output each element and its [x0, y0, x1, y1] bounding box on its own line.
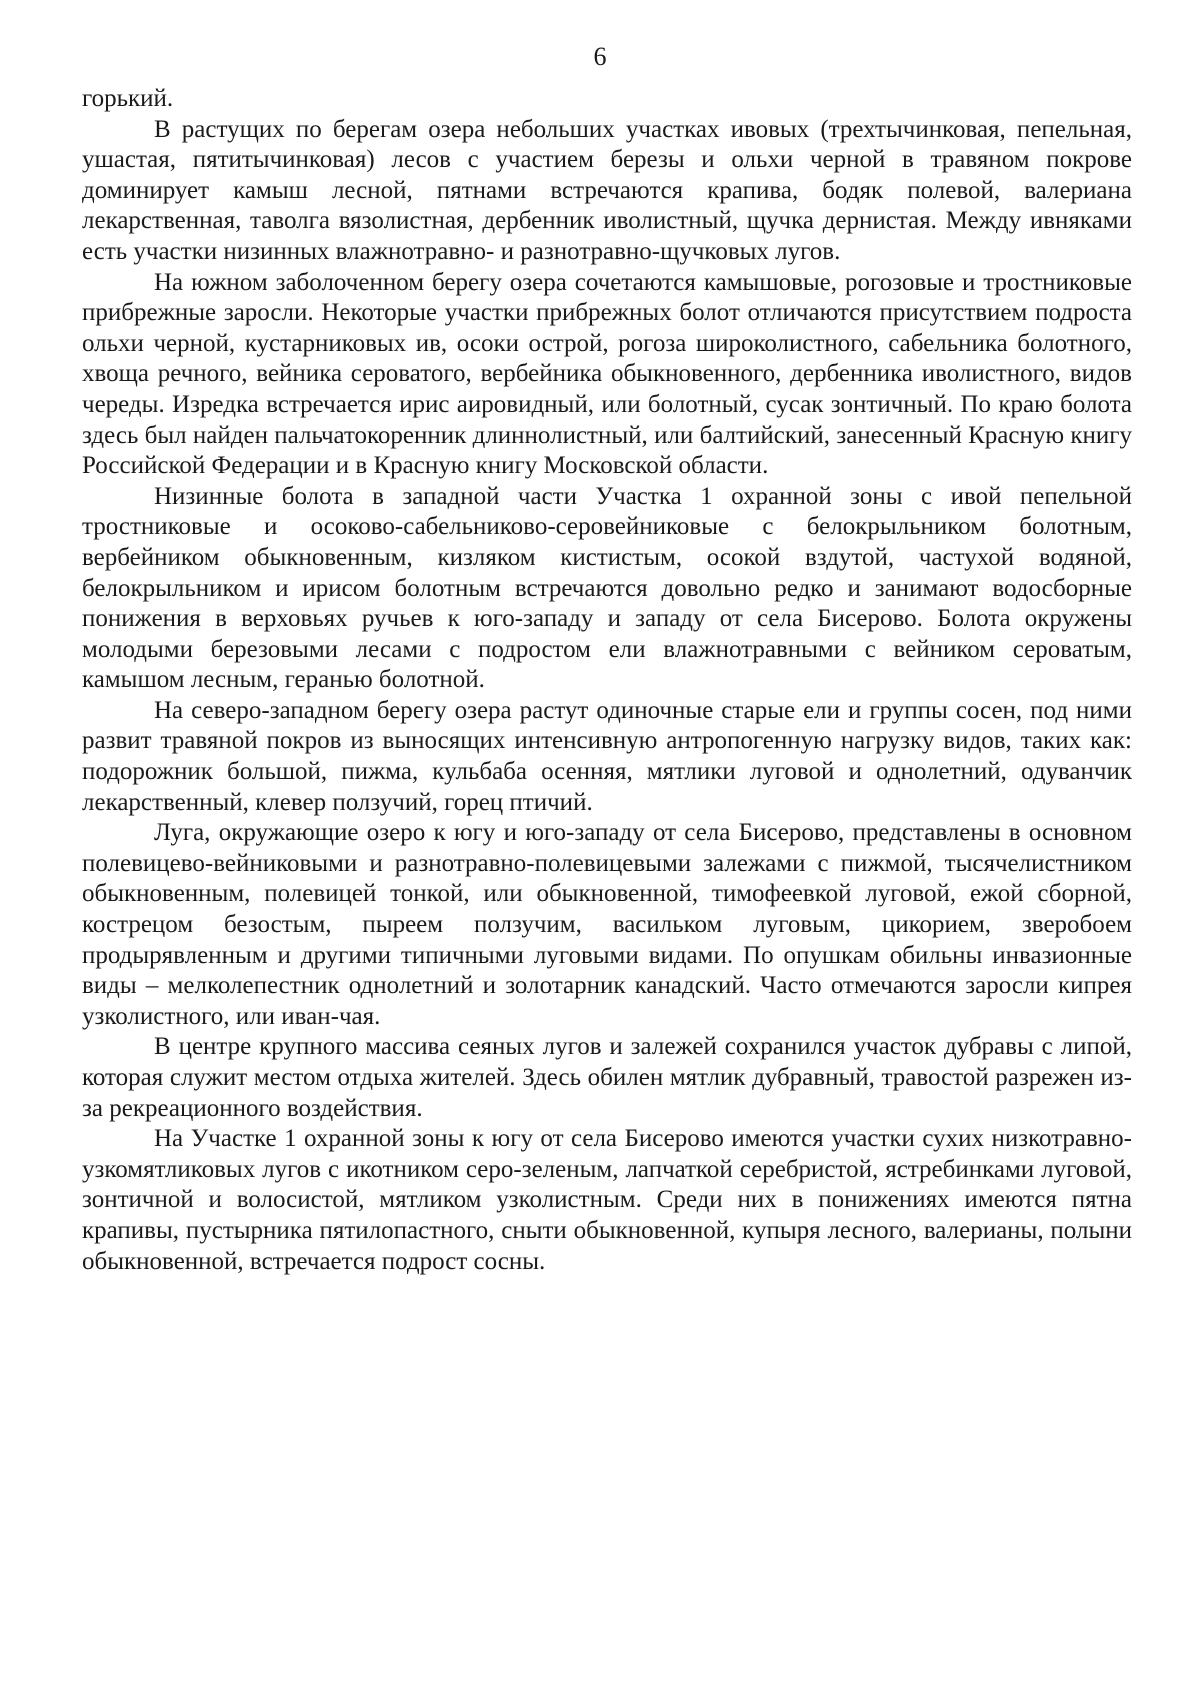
paragraph-meadows: Луга, окружающие озеро к югу и юго-западу от села Бисерово, представлены в основном полевицево-вейниковыми и разнотравно-полевицевыми залежами с пижмой, тысячелистником обыкновенным, полевицей тонкой, или обыкновенной, тимофеевкой луговой, ежой сборной, кострецом безостым, пыреем ползучим, васильком луговым, цикорием, зверобоем продырявленным и другими типичными луговыми видами. По опушкам обильны инвазионные виды – мелколепестник однолетний и золотарник канадский. Часто отмечаются заросли кипрея узколистного, или иван-чая.: [82, 819, 1132, 1030]
paragraph-continuation: горький.: [82, 85, 174, 112]
document-body: [82, 84, 1132, 1277]
paragraph-lowland-bogs: Низинные болота в западной части Участка 1 охранной зоны с ивой пепельной тростниковые и осоково-сабельниково-серовейниковые с белокрыльником болотным, вербейником обыкновенным, кизляком кистистым, осокой вздутой, частухой водяной, белокрыльником и ирисом болотным встречаются довольно редко и занимают водосборные понижения в верховьях ручьев к юго-западу и западу от села Бисерово. Болота окружены молодыми березовыми лесами с подростом ели влажнотравными с вейником сероватым, камышом лесным, геранью болотной.: [82, 482, 1132, 694]
paragraph-southern-shore: На южном заболоченном берегу озера сочетаются камышовые, рогозовые и тростниковые прибрежные заросли. Некоторые участки прибрежных болот отличаются присутствием подроста ольхи черной, кустарниковых ив, осоки острой, рогоза широколистного, сабельника болотного, хвоща речного, вейника сероватого, вербейника обыкновенного, дербенника иволистного, видов череды. Изредка встречается ирис аировидный, или болотный, сусак зонтичный. По краю болота здесь был найден пальчатокоренник длиннолистный, или балтийский, занесенный Красную книгу Российской Федерации и в Красную книгу Московской области.: [82, 268, 1132, 480]
page-number: 6: [593, 42, 607, 71]
paragraph-northwest-shore: На северо-западном берегу озера растут одиночные старые ели и группы сосен, под ними развит травяной покров из выносящих интенсивную антропогенную нагрузку видов, таких как: подорожник большой, пижма, кульбаба осенняя, мятлики луговой и однолетний, одуванчик лекарственный, клевер ползучий, горец птичий.: [82, 696, 1132, 816]
paragraph-willow-forests: В растущих по берегам озера небольших участках ивовых (трехтычинковая, пепельная, ушастая, пятитычинковая) лесов с участием березы и ольхи черной в травяном покрове доминирует камыш лесной, пятнами встречаются крапива, бодяк полевой, валериана лекарственная, таволга вязолистная, дербенник иволистный, щучка дернистая. Между ивняками есть участки низинных влажнотравно- и разнотравно-щучковых лугов.: [82, 115, 1132, 265]
paragraph-dry-meadows: На Участке 1 охранной зоны к югу от села Бисерово имеются участки сухих низкотравно-узкомятликовых лугов с икотником серо-зеленым, лапчаткой серебристой, ястребинками луговой, зонтичной и волосистой, мятликом узколистным. Среди них в понижениях имеются пятна крапивы, пустырника пятилопастного, сныти обыкновенной, купыря лесного, валерианы, полыни обыкновенной, встречается подрост сосны.: [82, 1125, 1132, 1275]
paragraph-oak-grove: В центре крупного массива сеяных лугов и залежей сохранился участок дубравы с липой, которая служит местом отдыха жителей. Здесь обилен мятлик дубравный, травостой разрежен из-за рекреационного воздействия.: [82, 1033, 1132, 1122]
